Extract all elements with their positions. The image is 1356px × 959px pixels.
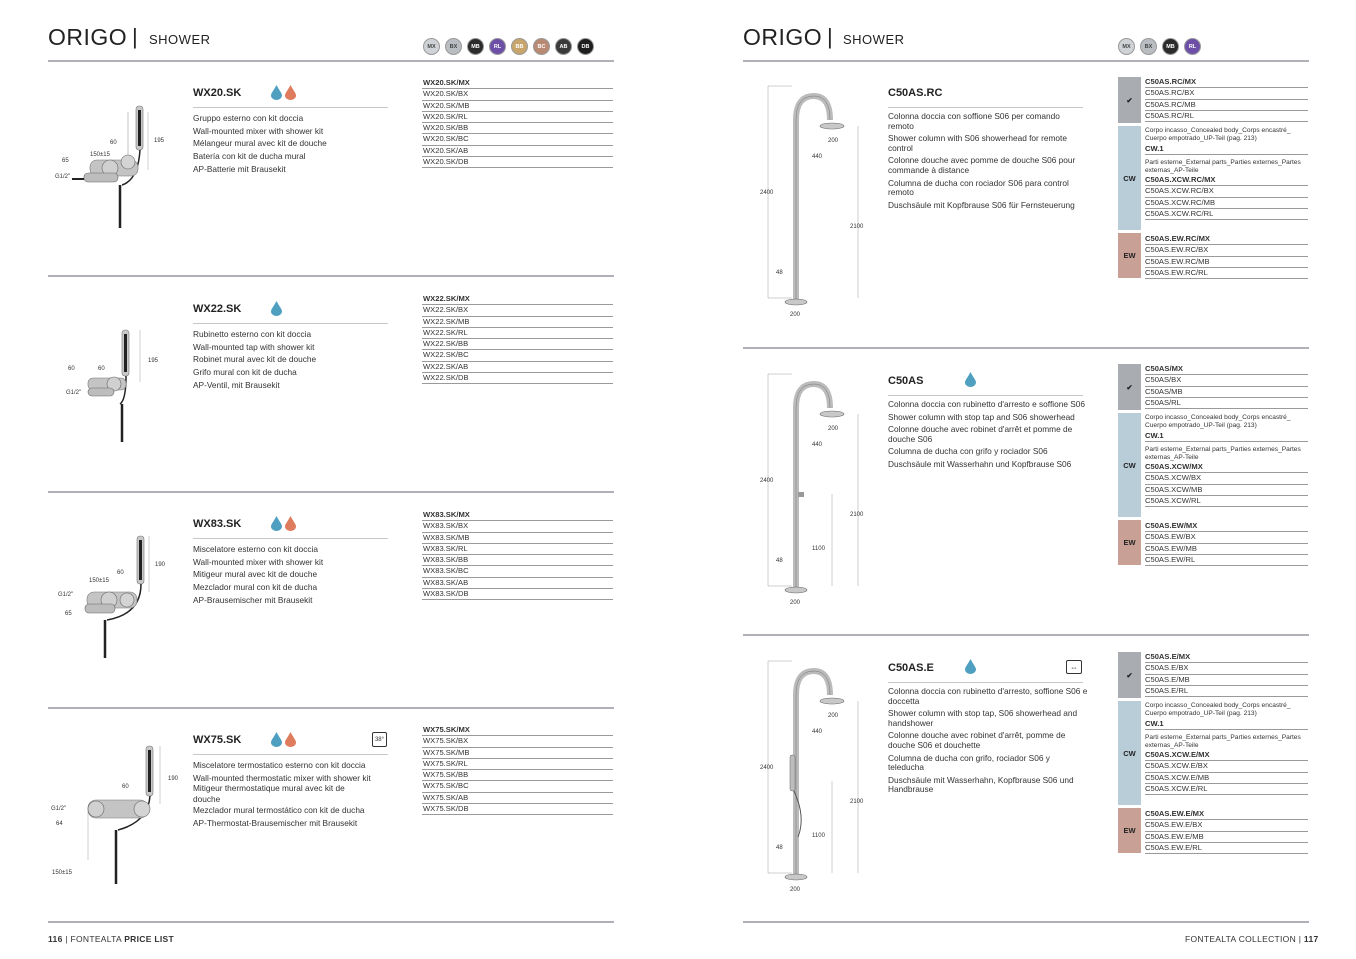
dim-label: G1/2"	[58, 592, 74, 598]
desc-line: Wall-mounted tap with shower kit	[193, 341, 315, 352]
dim-label: 200	[790, 600, 801, 606]
product-description	[888, 687, 1088, 798]
variant-code: C50AS.XCW.RC/BX	[1145, 186, 1308, 197]
variant-code: WX22.SK/RL	[422, 328, 613, 339]
footer	[48, 934, 174, 944]
dim-label: G1/2"	[55, 174, 71, 180]
desc-line: AP-Batterie mit Brausekit	[193, 163, 286, 174]
cw-tag: CW	[1118, 701, 1141, 805]
variant-code: WX22.SK/MB	[422, 317, 613, 328]
name-rule	[193, 538, 388, 539]
finish-options	[1118, 77, 1308, 277]
variant-code: C50AS.E/RL	[1145, 686, 1308, 697]
variant-code: WX75.SK/RL	[422, 759, 613, 770]
ew-variants	[1145, 234, 1308, 279]
hot-water-drop-icon	[285, 516, 296, 531]
product-code: WX83.SK	[193, 518, 242, 530]
product-drawing	[55, 530, 180, 662]
finish-options	[1118, 364, 1308, 564]
header-rule	[48, 60, 614, 62]
variant-code: WX20.SK/MB	[422, 101, 613, 112]
variant-code: C50AS.EW.E/BX	[1145, 820, 1308, 831]
variant-list	[422, 510, 613, 600]
variant-code: C50AS.XCW.RC/RL	[1145, 209, 1308, 220]
variant-code: WX75.SK/MB	[422, 748, 613, 759]
finish-swatch-mb: MB	[1162, 38, 1179, 55]
product-description	[888, 400, 1088, 473]
desc-line: Gruppo esterno con kit doccia	[193, 113, 304, 123]
check-variants	[1145, 77, 1308, 122]
variant-code: WX22.SK/MX	[422, 294, 613, 305]
name-rule	[193, 107, 388, 108]
ew-variants	[1145, 809, 1308, 854]
product-code: WX20.SK	[193, 87, 242, 99]
variant-code: WX20.SK/BX	[422, 89, 613, 100]
dim-label: 48	[776, 845, 783, 851]
check-tag: ✔	[1118, 652, 1141, 698]
dim-label: 200	[828, 713, 839, 719]
right-page	[678, 0, 1356, 959]
desc-line: Colonna doccia con rubinetto d'arresto e soffione S06	[888, 399, 1085, 409]
variant-code: WX75.SK/BB	[422, 770, 613, 781]
desc-line: AP-Ventil, mit Brausekit	[193, 379, 280, 390]
variant-code: WX22.SK/AB	[422, 362, 613, 373]
dim-label: 150±15	[52, 870, 72, 876]
variant-code: WX75.SK/BX	[422, 736, 613, 747]
variant-code: C50AS.EW.E/MX	[1145, 809, 1308, 820]
product-code: C50AS	[888, 375, 924, 387]
check-tag: ✔	[1118, 77, 1141, 123]
page-number: 117	[1303, 934, 1319, 944]
variant-code: C50AS/MX	[1145, 364, 1308, 375]
product-drawing	[758, 370, 878, 610]
footer	[1185, 934, 1319, 944]
desc-line: Grifo mural con kit de ducha	[193, 367, 297, 378]
variant-code: WX83.SK/MX	[422, 510, 613, 521]
finish-swatch-rl: RL	[1184, 38, 1201, 55]
dim-label: 200	[828, 426, 839, 432]
finish-swatch-mx: MX	[423, 38, 440, 55]
footer-brand: FONTEALTA	[70, 934, 122, 944]
dim-label: 1100	[812, 833, 825, 839]
footer-separator: |	[1298, 934, 1302, 944]
dim-label: 150±15	[89, 578, 109, 584]
variant-code: C50AS/BX	[1145, 375, 1308, 386]
desc-line: Batería con kit de ducha mural	[193, 151, 306, 162]
section-title: SHOWER	[843, 32, 905, 47]
cw-code: CW.1	[1145, 430, 1308, 442]
desc-line: Duschsäule mit Kopfbrause S06 für Fernsteuerung	[888, 199, 1075, 210]
footer-separator: |	[65, 934, 68, 944]
variant-code: WX20.SK/BC	[422, 134, 613, 145]
desc-line: Colonna doccia con rubinetto d'arresto, soffione S06 e doccetta	[888, 686, 1088, 706]
variant-code: C50AS.XCW.E/MB	[1145, 773, 1308, 784]
footer-rule	[743, 921, 1309, 923]
variant-code: WX83.SK/BX	[422, 521, 613, 532]
desc-line: Miscelatore esterno con kit doccia	[193, 544, 318, 554]
cw-note: Corpo incasso_Concealed body_Corps encastré_ Cuerpo empotrado_UP-Teil (pag. 213)	[1145, 414, 1291, 429]
variant-code: C50AS.RC/BX	[1145, 88, 1308, 99]
cw-note: Corpo incasso_Concealed body_Corps encastré_ Cuerpo empotrado_UP-Teil (pag. 213)	[1145, 702, 1291, 717]
row-divider	[48, 275, 614, 277]
name-rule	[888, 107, 1083, 108]
variant-code: C50AS.EW.RC/MB	[1145, 257, 1308, 268]
desc-line: Mezclador mural con kit de ducha	[193, 582, 318, 593]
desc-line: Colonne douche avec robinet d'arrêt et pomme de douche S06	[888, 424, 1073, 444]
thermostat-icon: 38°	[372, 732, 387, 747]
footer-label: COLLECTION	[1238, 934, 1297, 944]
hot-water-drop-icon	[285, 732, 296, 747]
product-drawing	[60, 322, 170, 447]
desc-line: Miscelatore termostatico esterno con kit doccia	[193, 760, 366, 770]
desc-line: Wall-mounted mixer with shower kit	[193, 556, 324, 567]
dim-label: 60	[68, 366, 75, 372]
variant-code: C50AS.XCW.E/BX	[1145, 761, 1308, 772]
desc-line: Wall-mounted mixer with shower kit	[193, 125, 324, 136]
variant-list	[422, 78, 613, 168]
desc-line: Columna de ducha con rociador S06 para control remoto	[888, 177, 1069, 198]
desc-line: AP-Brausemischer mit Brausekit	[193, 594, 313, 605]
dim-label: 48	[776, 270, 783, 276]
dim-label: 195	[148, 358, 159, 364]
desc-line: Wall-mounted thermostatic mixer with shower kit	[193, 772, 371, 783]
dim-label: 440	[812, 442, 823, 448]
ew-tag: EW	[1118, 233, 1141, 278]
variant-code: C50AS.RC/MX	[1145, 77, 1308, 88]
cold-water-drop-icon	[271, 301, 282, 316]
variant-code: C50AS.XCW.E/MX	[1145, 750, 1308, 761]
footer-brand: FONTEALTA	[1185, 934, 1237, 944]
dim-label: 60	[122, 784, 129, 790]
variant-list	[422, 294, 613, 384]
section-title: SHOWER	[149, 32, 211, 47]
header-rule	[743, 60, 1309, 62]
row-divider	[743, 634, 1309, 636]
desc-line: Shower column with S06 showerhead for remote control	[888, 133, 1067, 153]
variant-code: C50AS.XCW.E/RL	[1145, 784, 1308, 795]
product-description	[193, 543, 323, 607]
cw-code: CW.1	[1145, 143, 1308, 155]
desc-line: Duschsäule mit Wasserhahn, Kopfbrause S06 und Handbrause	[888, 774, 1074, 795]
cold-water-drop-icon	[965, 372, 976, 387]
dim-label: 200	[790, 312, 801, 318]
ew-tag: EW	[1118, 520, 1141, 565]
diverter-icon: ⇔	[1066, 660, 1082, 674]
cold-water-drop-icon	[965, 659, 976, 674]
finish-swatch-mb: MB	[467, 38, 484, 55]
product-description	[888, 112, 1088, 213]
variant-code: WX75.SK/AB	[422, 793, 613, 804]
product-description	[193, 328, 316, 392]
hot-water-drop-icon	[285, 85, 296, 100]
cw-tag: CW	[1118, 126, 1141, 230]
desc-line: AP-Thermostat-Brausemischer mit Brausekit	[193, 817, 358, 828]
desc-line: Mitigeur mural avec kit de douche	[193, 569, 318, 580]
dim-label: 65	[65, 611, 72, 617]
finish-swatches	[423, 38, 594, 55]
dim-label: 2400	[760, 765, 774, 771]
desc-line: Colonna doccia con soffione S06 per comando remoto	[888, 111, 1060, 131]
footer-label: PRICE LIST	[124, 934, 174, 944]
cw-variants	[1145, 414, 1308, 507]
variant-code: C50AS.EW/BX	[1145, 532, 1308, 543]
cold-water-drop-icon	[271, 85, 282, 100]
product-code: C50AS.E	[888, 662, 934, 674]
name-rule	[888, 395, 1083, 396]
dim-label: 190	[155, 562, 166, 568]
variant-code: C50AS.E/BX	[1145, 663, 1308, 674]
variant-code: C50AS.E/MX	[1145, 652, 1308, 663]
dim-label: 60	[117, 570, 124, 576]
variant-code: C50AS.RC/MB	[1145, 100, 1308, 111]
title-separator: |	[132, 24, 138, 49]
ew-variants	[1145, 521, 1308, 566]
variant-code: C50AS.RC/RL	[1145, 111, 1308, 122]
cw-code: CW.1	[1145, 718, 1308, 730]
cold-water-drop-icon	[271, 732, 282, 747]
variant-code: WX20.SK/BB	[422, 123, 613, 134]
row-divider	[48, 491, 614, 493]
product-code: WX75.SK	[193, 734, 242, 746]
dim-label: 2100	[850, 512, 864, 518]
dim-label: 190	[168, 776, 179, 782]
name-rule	[888, 682, 1083, 683]
dim-label: 2400	[760, 478, 774, 484]
check-variants	[1145, 364, 1308, 409]
product-description	[193, 759, 393, 829]
dim-label: G1/2"	[66, 390, 82, 396]
name-rule	[193, 754, 388, 755]
cw-note: Corpo incasso_Concealed body_Corps encastré_ Cuerpo empotrado_UP-Teil (pag. 213)	[1145, 127, 1291, 142]
dim-label: 195	[154, 138, 165, 144]
dim-label: 2100	[850, 224, 864, 230]
dim-label: 48	[776, 558, 783, 564]
dim-label: 64	[56, 821, 63, 827]
brand-title: ORIGO	[743, 24, 823, 50]
dim-label: 440	[812, 729, 823, 735]
finish-swatches	[1118, 38, 1201, 55]
dim-label: 200	[790, 887, 801, 893]
dim-label: G1/2"	[51, 806, 67, 812]
desc-line: Columna de ducha con grifo, rociador S06 y teleducha	[888, 752, 1050, 773]
variant-code: C50AS.XCW/MB	[1145, 485, 1308, 496]
dim-label: 65	[62, 158, 69, 164]
desc-line: Colonne douche avec robinet d'arrêt, pomme de douche S06 et douchette	[888, 730, 1066, 750]
dim-label: 1100	[812, 546, 825, 552]
product-code: WX22.SK	[193, 303, 242, 315]
name-rule	[193, 323, 388, 324]
variant-code: WX75.SK/DB	[422, 804, 613, 815]
finish-swatch-bx: BX	[445, 38, 462, 55]
finish-swatch-ab: AB	[555, 38, 572, 55]
variant-code: C50AS.XCW/MX	[1145, 462, 1308, 473]
dim-label: 2100	[850, 799, 864, 805]
variant-code: WX83.SK/BC	[422, 566, 613, 577]
desc-line: douche	[193, 793, 221, 804]
variant-list	[422, 725, 613, 815]
variant-code: C50AS.EW/MX	[1145, 521, 1308, 532]
variant-code: WX22.SK/BC	[422, 350, 613, 361]
finish-swatch-bc: BC	[533, 38, 550, 55]
footer-rule	[48, 921, 614, 923]
finish-options	[1118, 652, 1308, 852]
variant-code: C50AS.EW.RC/RL	[1145, 268, 1308, 279]
finish-swatch-bx: BX	[1140, 38, 1157, 55]
variant-code: WX20.SK/MX	[422, 78, 613, 89]
variant-code: C50AS.EW/RL	[1145, 555, 1308, 566]
finish-swatch-db: DB	[577, 38, 594, 55]
cw-variants	[1145, 702, 1308, 795]
variant-code: C50AS.XCW.RC/MB	[1145, 198, 1308, 209]
variant-code: WX75.SK/BC	[422, 781, 613, 792]
variant-code: C50AS.EW.RC/MX	[1145, 234, 1308, 245]
variant-code: C50AS/MB	[1145, 387, 1308, 398]
cw-note: Parti esterne_External parts_Parties externes_Partes externas_AP-Teile	[1145, 159, 1301, 174]
variant-code: C50AS.XCW/BX	[1145, 473, 1308, 484]
desc-line: Shower column with stop tap, S06 showerhead and handshower	[888, 708, 1078, 728]
finish-swatch-rl: RL	[489, 38, 506, 55]
desc-line: Colonne douche avec pomme de douche S06 pour commande à distance	[888, 155, 1076, 175]
variant-code: C50AS/RL	[1145, 398, 1308, 409]
variant-code: WX22.SK/BX	[422, 305, 613, 316]
dim-label: 2400	[760, 190, 774, 196]
dim-label: 440	[812, 154, 823, 160]
variant-code: WX20.SK/RL	[422, 112, 613, 123]
cw-variants	[1145, 127, 1308, 220]
check-tag: ✔	[1118, 364, 1141, 410]
variant-code: C50AS.EW.E/RL	[1145, 843, 1308, 854]
ew-tag: EW	[1118, 808, 1141, 853]
variant-code: WX20.SK/AB	[422, 146, 613, 157]
row-divider	[743, 347, 1309, 349]
variant-code: C50AS.EW.RC/BX	[1145, 245, 1308, 256]
variant-code: WX83.SK/AB	[422, 578, 613, 589]
variant-code: WX75.SK/MX	[422, 725, 613, 736]
variant-code: C50AS.EW/MB	[1145, 544, 1308, 555]
variant-code: WX83.SK/BB	[422, 555, 613, 566]
desc-line: Mélangeur mural avec kit de douche	[193, 138, 327, 149]
desc-line: Rubinetto esterno con kit doccia	[193, 329, 312, 339]
desc-line: Mezclador mural termostático con kit de ducha	[193, 804, 365, 815]
desc-line: Shower column with stop tap and S06 showerhead	[888, 411, 1075, 422]
product-drawing	[48, 742, 183, 887]
product-drawing	[50, 100, 180, 230]
variant-code: C50AS.XCW/RL	[1145, 496, 1308, 507]
dim-label: 150±15	[90, 152, 110, 158]
cw-note: Parti esterne_External parts_Parties externes_Partes externas_AP-Teile	[1145, 734, 1301, 749]
cw-tag: CW	[1118, 413, 1141, 517]
desc-line: Columna de ducha con grifo y rociador S06	[888, 446, 1048, 457]
variant-code: C50AS.XCW.RC/MX	[1145, 175, 1308, 186]
check-variants	[1145, 652, 1308, 697]
desc-line: Mitigeur thermostatique mural avec kit de	[193, 783, 345, 794]
finish-swatch-mx: MX	[1118, 38, 1135, 55]
brand-title: ORIGO	[48, 24, 128, 50]
variant-code: C50AS.E/MB	[1145, 675, 1308, 686]
variant-code: C50AS.EW.E/MB	[1145, 832, 1308, 843]
row-divider	[48, 707, 614, 709]
variant-code: WX83.SK/RL	[422, 544, 613, 555]
desc-line: Duschsäule mit Wasserhahn und Kopfbrause S06	[888, 458, 1072, 469]
title-separator: |	[827, 24, 833, 49]
product-drawing	[758, 657, 878, 897]
page-number: 116	[48, 934, 63, 944]
dim-label: 200	[828, 138, 839, 144]
dim-label: 60	[110, 140, 117, 146]
variant-code: WX20.SK/DB	[422, 157, 613, 168]
variant-code: WX83.SK/DB	[422, 589, 613, 600]
cw-note: Parti esterne_External parts_Parties externes_Partes externas_AP-Teile	[1145, 446, 1301, 461]
variant-code: WX22.SK/DB	[422, 373, 613, 384]
product-description	[193, 112, 327, 176]
dim-label: 60	[98, 366, 105, 372]
product-code: C50AS.RC	[888, 87, 943, 99]
product-drawing	[758, 82, 878, 322]
desc-line: Robinet mural avec kit de douche	[193, 354, 317, 365]
finish-swatch-bb: BB	[511, 38, 528, 55]
variant-code: WX22.SK/BB	[422, 339, 613, 350]
variant-code: WX83.SK/MB	[422, 533, 613, 544]
cold-water-drop-icon	[271, 516, 282, 531]
